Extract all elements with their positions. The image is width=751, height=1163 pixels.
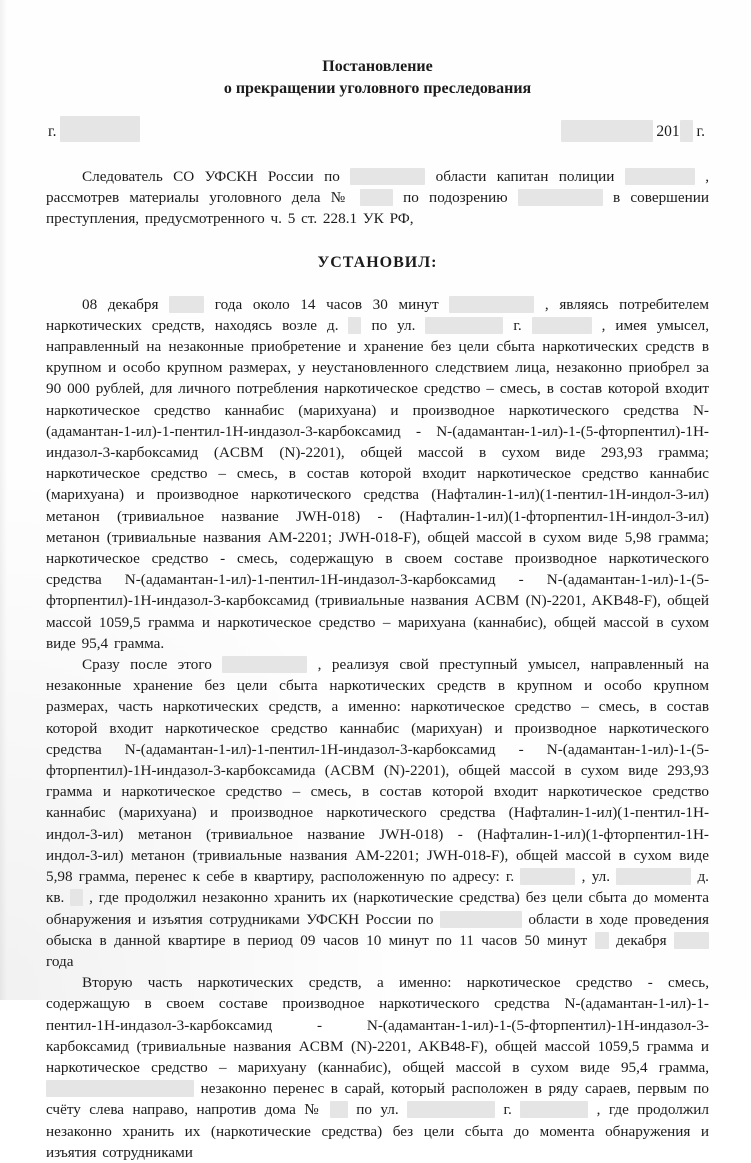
text-run: , реализуя свой преступный умысел, направленный на незаконные хранение без цели сбыта наркотических средств в крупном и особо крупном размерах, часть наркотических средств, а именно: наркотическое средство – смесь, в состав которой входит наркотическое средство каннабис (марихуан) и производное наркотического средства N-(адамантан-1-ил)-1-пентил-1Н-индазол-3-карбоксамид - N-(адамантан-1-ил)-1-(5-фторпентил)-1Н-индазол-3-карбоксамида (ACBM (N)-2201), общей массой в сухом виде 293,93 грамма и наркотическое средство – смесь, в состав которой входит наркотическое средство каннабис (марихуана) и производное наркотического средства (Нафталин-1-ил)(1-пентил-1Н-индол-3-ил) метанон (тривиальное название JWH-018) - (Нафталин-1-ил)(1-фторпентил-1Н-индол-3-ил) метанон (тривиальные названия AM-2201; JWH-018-F), общей массой в сухом виде 5,98 грамма, перенес к себе в квартиру, расположенную по адресу: г. bbox=[46, 656, 709, 886]
redaction-box bbox=[169, 296, 204, 313]
redaction-box bbox=[595, 932, 609, 949]
text-run: , ул. bbox=[575, 868, 617, 886]
date-field bbox=[561, 120, 709, 142]
established-heading: УСТАНОВИЛ: bbox=[317, 253, 438, 271]
redaction-box bbox=[520, 1101, 588, 1118]
text-run: , рассмотрев материалы уголовного дела № bbox=[46, 168, 710, 207]
redaction-box bbox=[46, 1080, 194, 1097]
text-run: декабря bbox=[608, 931, 675, 949]
redaction-box bbox=[616, 868, 691, 885]
text-run: по подозрению bbox=[392, 189, 518, 207]
redaction-box bbox=[348, 317, 361, 334]
text-run: по ул. bbox=[361, 316, 426, 334]
text-run: г. bbox=[48, 123, 61, 140]
text-run: г. bbox=[692, 123, 705, 140]
redaction-box bbox=[425, 317, 503, 334]
redaction-box bbox=[520, 868, 575, 885]
redaction-box bbox=[70, 889, 83, 906]
redaction-box bbox=[674, 932, 709, 949]
redaction-box bbox=[222, 656, 307, 673]
document-title bbox=[46, 56, 709, 100]
body-paragraph-1 bbox=[46, 294, 709, 654]
redaction-box bbox=[350, 168, 425, 185]
title-line-2: о прекращении уголовного преследования bbox=[223, 80, 532, 97]
intro-paragraph bbox=[46, 166, 709, 230]
text-run: 08 декабря bbox=[82, 295, 170, 313]
text-run: г. bbox=[495, 1101, 521, 1119]
text-run: 201 bbox=[652, 123, 680, 140]
text-run: года около 14 часов 30 минут bbox=[204, 295, 450, 313]
text-run: года bbox=[46, 952, 74, 970]
text-run: Сразу после этого bbox=[82, 656, 223, 674]
redaction-box bbox=[518, 189, 603, 206]
redaction-box bbox=[60, 116, 140, 142]
text-run: в совершении преступления, предусмотренного ч. 5 ст. 228.1 УК РФ, bbox=[46, 189, 710, 228]
redaction-box bbox=[449, 296, 534, 313]
dateline bbox=[46, 116, 709, 142]
text-run: Вторую часть наркотических средств, а именно: наркотическое средство - смесь, содержащую в своем составе производное наркотического средства N-(адамантан-1-ил)-1-пентил-1Н-индазол-3-карбоксамид - N-(адамантан-1-ил)-1-(5-фторпентил)-1Н-индазол-3-карбоксамид (тривиальные названия ACBM (N)-2201, AKB48-F), общей массой 1059,5 грамма и наркотическое средство – марихуану (каннабис), общей массой в сухом виде 95,4 грамма, bbox=[46, 974, 709, 1076]
redaction-box bbox=[625, 168, 695, 185]
redaction-box bbox=[532, 317, 592, 334]
title-line-1: Постановление bbox=[322, 58, 433, 75]
text-run: , где продолжил незаконно хранить их (наркотические средства) без цели сбыта до момента обнаружения и изъятия сотрудниками УФСКН России по bbox=[46, 889, 709, 928]
text-run: Следователь СО УФСКН России по bbox=[82, 168, 351, 185]
text-run: области капитан полиции bbox=[425, 168, 625, 185]
city-field bbox=[46, 116, 140, 142]
text-run: , являясь потребителем наркотических средств, находясь возле д. bbox=[46, 295, 709, 334]
text-run: незаконно перенес в сарай, который расположен в ряду сараев, первым по счёту слева направо, напротив дома № bbox=[46, 1080, 709, 1119]
redaction-box bbox=[440, 911, 522, 928]
redaction-box bbox=[407, 1101, 495, 1118]
body-paragraph-2 bbox=[46, 654, 709, 972]
redaction-box bbox=[360, 189, 393, 206]
text-run: , имея умысел, направленный на незаконные приобретение и хранение без цели сбыта наркотических средств в крупном и особо крупном размерах, у неустановленного следствием лица, незаконно приобрел за 90 000 рублей, для личного потребления наркотическое средство – смесь, в состав которой входит наркотическое средство каннабис (марихуана) и производное наркотического средства N-(адамантан-1-ил)-1-пентил-1Н-индазол-3-карбоксамид - N-(адамантан-1-ил)-1-(5-фторпентил)-1Н-индазол-3-карбоксамид (ACBM (N)-2201), общей массой в сухом виде 293,93 грамма; наркотическое средство – смесь, в состав которой входит наркотическое средство каннабис (марихуана) и производное наркотического средства (Нафталин-1-ил)(1-пентил-1Н-индол-3-ил) метанон (тривиальное название JWH-018) - (Нафталин-1-ил)(1-фторпентил-1Н-индол-3-ил) метанон (тривиальные названия AM-2201; JWH-018-F), общей массой в сухом виде 5,98 грамма; наркотическое средство - смесь, содержащую в своем составе производное наркотического средства N-(адамантан-1-ил)-1-пентил-1Н-индазол-3-карбоксамид - N-(адамантан-1-ил)-1-(5-фторпентил)-1Н-индазол-3-карбоксамид (тривиальные названия ACBM (N)-2201, AKB48-F), общей массой 1059,5 грамма и наркотическое средство – марихуана (каннабис), общей массой в сухом виде 95,4 грамма. bbox=[46, 316, 710, 652]
text-run: области в ходе проведения обыска в данной квартире в период 09 часов 10 минут по 11 часов 50 минут bbox=[46, 910, 709, 949]
text-run: г. bbox=[503, 316, 532, 334]
text-run: д. кв. bbox=[46, 868, 709, 907]
redaction-box bbox=[330, 1101, 348, 1118]
redaction-box bbox=[561, 120, 653, 142]
body-paragraph-3 bbox=[46, 972, 709, 1163]
redaction-box bbox=[680, 120, 693, 142]
text-run: , где продолжил незаконно хранить их (наркотические средства) без цели сбыта до момента обнаружения и изъятия сотрудниками bbox=[46, 1101, 710, 1161]
text-run: по ул. bbox=[347, 1101, 408, 1119]
